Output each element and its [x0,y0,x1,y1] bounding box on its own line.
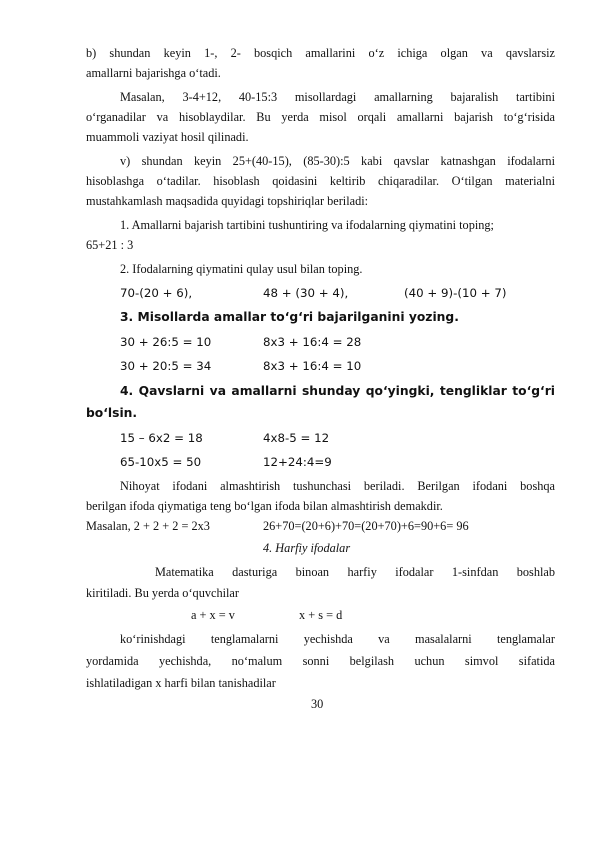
task-heading: bo‘lsin. [86,406,138,420]
paragraph-line: kiritiladi. Bu yerda o‘quvchilar [86,586,239,600]
paragraph-line: v) shundan keyin 25+(40-15), (85-30):5 kabi qavslar katnashgan ifodalarni [120,154,555,168]
expression: 30 + 20:5 = 34 [120,359,212,373]
expression: 8x3 + 16:4 = 10 [263,359,362,373]
paragraph-line: ishlatiladigan x harfi bilan tanishadilar [86,676,276,690]
section-heading: 4. Harfiy ifodalar [263,541,351,555]
expression: 15 – 6x2 = 18 [120,431,203,445]
paragraph-line: Masalan, 2 + 2 + 2 = 2x3 [86,519,210,533]
paragraph-line: berilgan ifoda qiymatiga teng bo‘lgan ifoda bilan almashtirish demakdir. [86,499,443,513]
page-number: 30 [311,697,324,711]
expression: 12+24:4=9 [263,455,332,469]
task-heading: 4. Qavslarni va amallarni shunday qo‘yingki, tengliklar to‘g‘ri [120,384,555,398]
expression: 48 + (30 + 4), [263,286,349,300]
paragraph-line: o‘rganadilar va hisoblaydilar. Bu yerda misol orqali amallarni bajarish to‘g‘risida [86,110,555,124]
expression: 4x8-5 = 12 [263,431,330,445]
task-line: 65+21 : 3 [86,238,134,252]
paragraph-line: ko‘rinishdagi tenglamalarni yechishda va masalalarni tenglamalar [120,632,555,646]
expression: 65-10x5 = 50 [120,455,202,469]
expression: 70-(20 + 6), [120,286,193,300]
paragraph-line: Nihoyat ifodani almashtirish tushunchasi beriladi. Berilgan ifodani boshqa [120,479,555,493]
task-heading: 3. Misollarda amallar to‘g‘ri bajarilganini yozing. [120,310,459,324]
formula: x + s = d [299,608,343,622]
paragraph-line: Masalan, 3-4+12, 40-15:3 misollardagi amallarning bajaralish tartibini [120,90,555,104]
paragraph-line: amallarni bajarishga o‘tadi. [86,66,221,80]
expression: (40 + 9)-(10 + 7) [404,286,507,300]
paragraph-line: Matematika dasturiga binoan harfiy ifodalar 1-sinfdan boshlab [155,565,555,579]
paragraph-line: muammoli vaziyat hosil qilinadi. [86,130,249,144]
task-line: 1. Amallarni bajarish tartibini tushuntiring va ifodalarning qiymatini toping; [120,218,494,232]
paragraph-line: 26+70=(20+6)+70=(20+70)+6=90+6= 96 [263,519,469,533]
task-line: 2. Ifodalarning qiymatini qulay usul bilan toping. [120,262,363,276]
formula: a + x = v [191,608,235,622]
paragraph-line: yordamida yechishda, no‘malum sonni belgilash uchun simvol sifatida [86,654,555,668]
paragraph-line: b) shundan keyin 1-, 2- bosqich amallarini o‘z ichiga olgan va qavslarsiz [86,46,555,60]
expression: 30 + 26:5 = 10 [120,335,212,349]
paragraph-line: hisoblashga o‘tadilar. hisoblash qoidasini keltirib chiqaradilar. O‘tilgan materialni [86,174,555,188]
paragraph-line: mustahkamlash maqsadida quyidagi topshiriqlar beriladi: [86,194,369,208]
expression: 8x3 + 16:4 = 28 [263,335,362,349]
